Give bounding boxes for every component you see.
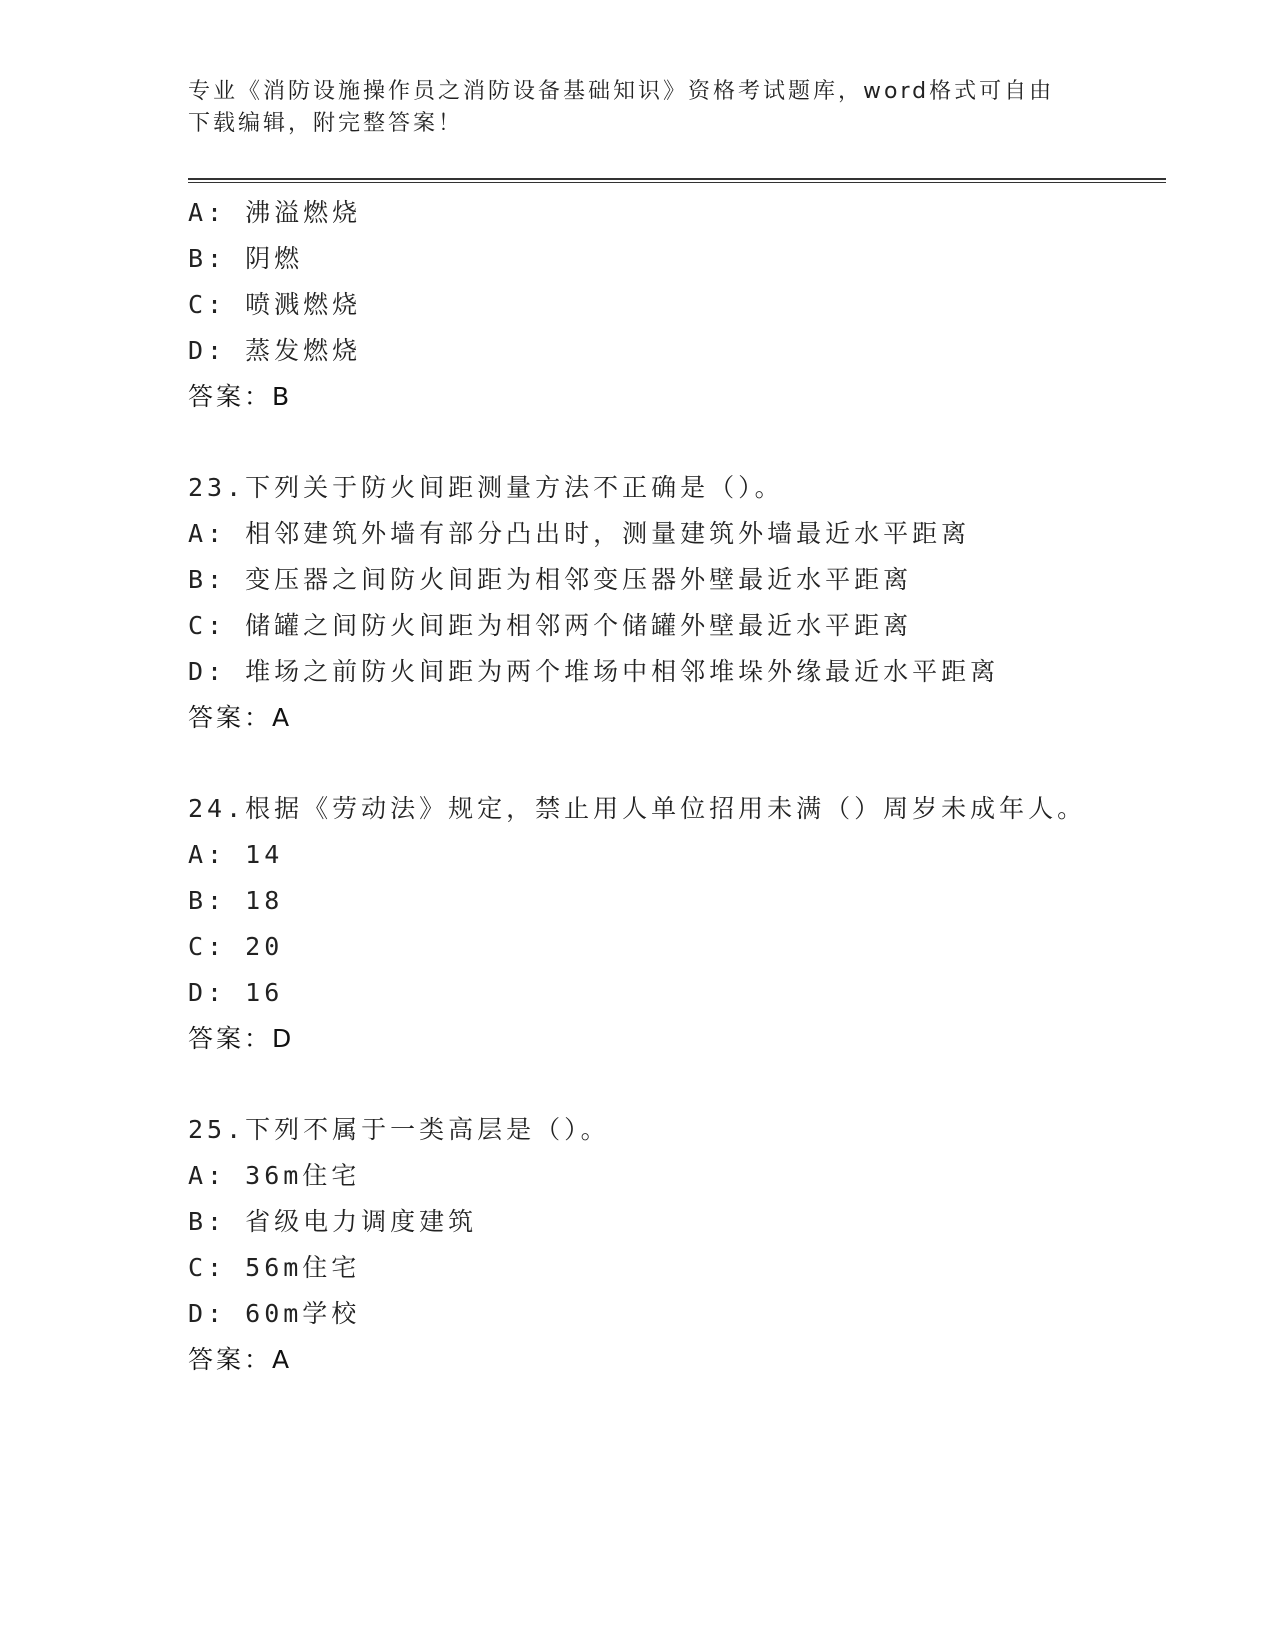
question-list xyxy=(188,190,1188,1383)
option-b: B: 省级电力调度建筑 xyxy=(188,1207,478,1236)
question-stem: 23.下列关于防火间距测量方法不正确是（）。 xyxy=(188,473,784,502)
option-d: D: 60m学校 xyxy=(188,1299,361,1328)
option-c: C: 56m住宅 xyxy=(188,1253,361,1282)
option-a: A: 沸溢燃烧 xyxy=(188,198,362,227)
option-a: A: 36m住宅 xyxy=(188,1161,361,1190)
option-c: C: 20 xyxy=(188,932,284,961)
answer-line: 答案：A xyxy=(188,1345,293,1374)
option-c: C: 喷溅燃烧 xyxy=(188,290,362,319)
question-block-22 xyxy=(188,190,1188,420)
header-divider xyxy=(188,178,1166,183)
option-d: D: 蒸发燃烧 xyxy=(188,336,362,365)
document-header: 专业《消防设施操作员之消防设备基础知识》资格考试题库，word格式可自由下载编辑，附完整答案！ xyxy=(188,79,1055,136)
option-b: B: 18 xyxy=(188,886,284,915)
spacer xyxy=(188,420,1188,465)
question-stem: 24.根据《劳动法》规定，禁止用人单位招用未满（）周岁未成年人。 xyxy=(188,794,1087,823)
option-c: C: 储罐之间防火间距为相邻两个储罐外壁最近水平距离 xyxy=(188,611,913,640)
option-a: A: 14 xyxy=(188,840,284,869)
answer-line: 答案：D xyxy=(188,1024,295,1053)
question-stem: 25.下列不属于一类高层是（）。 xyxy=(188,1115,610,1144)
question-block-23 xyxy=(188,465,1188,741)
option-d: D: 16 xyxy=(188,978,284,1007)
option-a: A: 相邻建筑外墙有部分凸出时，测量建筑外墙最近水平距离 xyxy=(188,519,971,548)
answer-line: 答案：B xyxy=(188,382,293,411)
spacer xyxy=(188,741,1188,786)
spacer xyxy=(188,1062,1188,1107)
question-block-25 xyxy=(188,1107,1188,1383)
option-b: B: 变压器之间防火间距为相邻变压器外壁最近水平距离 xyxy=(188,565,913,594)
option-b: B: 阴燃 xyxy=(188,244,304,273)
answer-line: 答案：A xyxy=(188,703,293,732)
option-d: D: 堆场之前防火间距为两个堆场中相邻堆垛外缘最近水平距离 xyxy=(188,657,1000,686)
question-block-24 xyxy=(188,786,1188,1062)
